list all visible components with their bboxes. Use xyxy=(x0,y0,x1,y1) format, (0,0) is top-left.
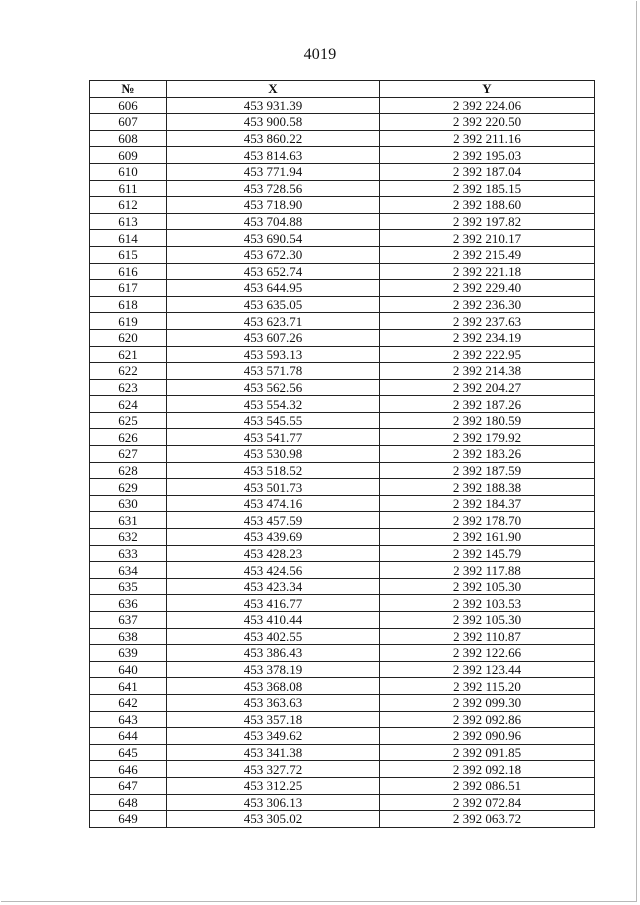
x-coordinate-cell: 453 771.94 xyxy=(167,163,380,180)
column-header-number: № xyxy=(90,81,167,98)
point-number-cell: 628 xyxy=(90,462,167,479)
table-row xyxy=(90,595,595,612)
point-number-cell: 617 xyxy=(90,280,167,297)
y-coordinate-cell: 2 392 145.79 xyxy=(380,545,595,562)
table-row xyxy=(90,545,595,562)
y-coordinate-cell: 2 392 092.86 xyxy=(380,711,595,728)
y-coordinate-cell: 2 392 117.88 xyxy=(380,562,595,579)
table-row xyxy=(90,130,595,147)
x-coordinate-cell: 453 593.13 xyxy=(167,346,380,363)
table-row xyxy=(90,711,595,728)
x-coordinate-cell: 453 410.44 xyxy=(167,612,380,629)
y-coordinate-cell: 2 392 204.27 xyxy=(380,379,595,396)
x-coordinate-cell: 453 690.54 xyxy=(167,230,380,247)
point-number-cell: 622 xyxy=(90,363,167,380)
table-row xyxy=(90,230,595,247)
point-number-cell: 646 xyxy=(90,761,167,778)
y-coordinate-cell: 2 392 211.16 xyxy=(380,130,595,147)
x-coordinate-cell: 453 860.22 xyxy=(167,130,380,147)
table-row xyxy=(90,163,595,180)
point-number-cell: 606 xyxy=(90,97,167,114)
point-number-cell: 645 xyxy=(90,744,167,761)
x-coordinate-cell: 453 357.18 xyxy=(167,711,380,728)
y-coordinate-cell: 2 392 237.63 xyxy=(380,313,595,330)
point-number-cell: 615 xyxy=(90,246,167,263)
y-coordinate-cell: 2 392 187.04 xyxy=(380,163,595,180)
table-row xyxy=(90,429,595,446)
x-coordinate-cell: 453 545.55 xyxy=(167,412,380,429)
point-number-cell: 631 xyxy=(90,512,167,529)
x-coordinate-cell: 453 349.62 xyxy=(167,728,380,745)
table-row xyxy=(90,462,595,479)
table-row xyxy=(90,645,595,662)
y-coordinate-cell: 2 392 184.37 xyxy=(380,495,595,512)
table-row xyxy=(90,777,595,794)
x-coordinate-cell: 453 428.23 xyxy=(167,545,380,562)
table-row xyxy=(90,363,595,380)
y-coordinate-cell: 2 392 115.20 xyxy=(380,678,595,695)
table-row xyxy=(90,694,595,711)
table-row xyxy=(90,678,595,695)
point-number-cell: 607 xyxy=(90,114,167,131)
x-coordinate-cell: 453 530.98 xyxy=(167,446,380,463)
y-coordinate-cell: 2 392 099.30 xyxy=(380,694,595,711)
x-coordinate-cell: 453 424.56 xyxy=(167,562,380,579)
point-number-cell: 649 xyxy=(90,811,167,828)
y-coordinate-cell: 2 392 229.40 xyxy=(380,280,595,297)
table-row xyxy=(90,728,595,745)
point-number-cell: 636 xyxy=(90,595,167,612)
table-row xyxy=(90,180,595,197)
x-coordinate-cell: 453 305.02 xyxy=(167,811,380,828)
x-coordinate-cell: 453 312.25 xyxy=(167,777,380,794)
x-coordinate-cell: 453 554.32 xyxy=(167,396,380,413)
y-coordinate-cell: 2 392 103.53 xyxy=(380,595,595,612)
y-coordinate-cell: 2 392 185.15 xyxy=(380,180,595,197)
column-header-x: X xyxy=(167,81,380,98)
table-row xyxy=(90,263,595,280)
point-number-cell: 620 xyxy=(90,329,167,346)
table-row xyxy=(90,512,595,529)
table-body xyxy=(90,97,595,827)
x-coordinate-cell: 453 386.43 xyxy=(167,645,380,662)
x-coordinate-cell: 453 457.59 xyxy=(167,512,380,529)
x-coordinate-cell: 453 704.88 xyxy=(167,213,380,230)
y-coordinate-cell: 2 392 222.95 xyxy=(380,346,595,363)
x-coordinate-cell: 453 931.39 xyxy=(167,97,380,114)
x-coordinate-cell: 453 644.95 xyxy=(167,280,380,297)
x-coordinate-cell: 453 474.16 xyxy=(167,495,380,512)
table-row xyxy=(90,661,595,678)
table-row xyxy=(90,811,595,828)
table-row xyxy=(90,794,595,811)
x-coordinate-cell: 453 562.56 xyxy=(167,379,380,396)
y-coordinate-cell: 2 392 188.60 xyxy=(380,197,595,214)
point-number-cell: 647 xyxy=(90,777,167,794)
y-coordinate-cell: 2 392 236.30 xyxy=(380,296,595,313)
y-coordinate-cell: 2 392 105.30 xyxy=(380,578,595,595)
point-number-cell: 614 xyxy=(90,230,167,247)
table-row xyxy=(90,578,595,595)
table-row xyxy=(90,446,595,463)
y-coordinate-cell: 2 392 188.38 xyxy=(380,479,595,496)
y-coordinate-cell: 2 392 072.84 xyxy=(380,794,595,811)
coordinates-table xyxy=(89,80,595,828)
y-coordinate-cell: 2 392 220.50 xyxy=(380,114,595,131)
y-coordinate-cell: 2 392 195.03 xyxy=(380,147,595,164)
y-coordinate-cell: 2 392 178.70 xyxy=(380,512,595,529)
x-coordinate-cell: 453 541.77 xyxy=(167,429,380,446)
point-number-cell: 634 xyxy=(90,562,167,579)
y-coordinate-cell: 2 392 183.26 xyxy=(380,446,595,463)
table-header-row xyxy=(90,81,595,98)
y-coordinate-cell: 2 392 210.17 xyxy=(380,230,595,247)
point-number-cell: 618 xyxy=(90,296,167,313)
point-number-cell: 635 xyxy=(90,578,167,595)
table-row xyxy=(90,379,595,396)
point-number-cell: 639 xyxy=(90,645,167,662)
table-row xyxy=(90,97,595,114)
point-number-cell: 613 xyxy=(90,213,167,230)
table-row xyxy=(90,213,595,230)
point-number-cell: 625 xyxy=(90,412,167,429)
x-coordinate-cell: 453 327.72 xyxy=(167,761,380,778)
point-number-cell: 609 xyxy=(90,147,167,164)
x-coordinate-cell: 453 416.77 xyxy=(167,595,380,612)
x-coordinate-cell: 453 518.52 xyxy=(167,462,380,479)
table-row xyxy=(90,479,595,496)
point-number-cell: 610 xyxy=(90,163,167,180)
point-number-cell: 633 xyxy=(90,545,167,562)
table-row xyxy=(90,246,595,263)
x-coordinate-cell: 453 423.34 xyxy=(167,578,380,595)
y-coordinate-cell: 2 392 090.96 xyxy=(380,728,595,745)
table-row xyxy=(90,280,595,297)
table-row xyxy=(90,744,595,761)
point-number-cell: 644 xyxy=(90,728,167,745)
point-number-cell: 623 xyxy=(90,379,167,396)
y-coordinate-cell: 2 392 234.19 xyxy=(380,329,595,346)
x-coordinate-cell: 453 501.73 xyxy=(167,479,380,496)
y-coordinate-cell: 2 392 215.49 xyxy=(380,246,595,263)
y-coordinate-cell: 2 392 086.51 xyxy=(380,777,595,794)
y-coordinate-cell: 2 392 187.59 xyxy=(380,462,595,479)
y-coordinate-cell: 2 392 161.90 xyxy=(380,529,595,546)
y-coordinate-cell: 2 392 122.66 xyxy=(380,645,595,662)
point-number-cell: 611 xyxy=(90,180,167,197)
table-row xyxy=(90,396,595,413)
x-coordinate-cell: 453 814.63 xyxy=(167,147,380,164)
table-row xyxy=(90,412,595,429)
point-number-cell: 648 xyxy=(90,794,167,811)
table-row xyxy=(90,761,595,778)
x-coordinate-cell: 453 363.63 xyxy=(167,694,380,711)
x-coordinate-cell: 453 368.08 xyxy=(167,678,380,695)
point-number-cell: 642 xyxy=(90,694,167,711)
point-number-cell: 626 xyxy=(90,429,167,446)
y-coordinate-cell: 2 392 123.44 xyxy=(380,661,595,678)
x-coordinate-cell: 453 623.71 xyxy=(167,313,380,330)
y-coordinate-cell: 2 392 063.72 xyxy=(380,811,595,828)
point-number-cell: 624 xyxy=(90,396,167,413)
y-coordinate-cell: 2 392 180.59 xyxy=(380,412,595,429)
table-row xyxy=(90,329,595,346)
point-number-cell: 612 xyxy=(90,197,167,214)
y-coordinate-cell: 2 392 092.18 xyxy=(380,761,595,778)
table-row xyxy=(90,529,595,546)
x-coordinate-cell: 453 402.55 xyxy=(167,628,380,645)
x-coordinate-cell: 453 306.13 xyxy=(167,794,380,811)
y-coordinate-cell: 2 392 110.87 xyxy=(380,628,595,645)
point-number-cell: 638 xyxy=(90,628,167,645)
table-row xyxy=(90,628,595,645)
y-coordinate-cell: 2 392 197.82 xyxy=(380,213,595,230)
table-row xyxy=(90,495,595,512)
point-number-cell: 627 xyxy=(90,446,167,463)
point-number-cell: 619 xyxy=(90,313,167,330)
page-number: 4019 xyxy=(303,46,337,63)
table-row xyxy=(90,114,595,131)
x-coordinate-cell: 453 900.58 xyxy=(167,114,380,131)
table-row xyxy=(90,296,595,313)
y-coordinate-cell: 2 392 224.06 xyxy=(380,97,595,114)
y-coordinate-cell: 2 392 221.18 xyxy=(380,263,595,280)
x-coordinate-cell: 453 571.78 xyxy=(167,363,380,380)
table-row xyxy=(90,346,595,363)
table-row xyxy=(90,612,595,629)
y-coordinate-cell: 2 392 179.92 xyxy=(380,429,595,446)
y-coordinate-cell: 2 392 091.85 xyxy=(380,744,595,761)
table-row xyxy=(90,147,595,164)
x-coordinate-cell: 453 718.90 xyxy=(167,197,380,214)
table-row xyxy=(90,562,595,579)
y-coordinate-cell: 2 392 187.26 xyxy=(380,396,595,413)
table-row xyxy=(90,313,595,330)
column-header-y: Y xyxy=(380,81,595,98)
x-coordinate-cell: 453 672.30 xyxy=(167,246,380,263)
point-number-cell: 608 xyxy=(90,130,167,147)
table-row xyxy=(90,197,595,214)
point-number-cell: 640 xyxy=(90,661,167,678)
x-coordinate-cell: 453 607.26 xyxy=(167,329,380,346)
point-number-cell: 629 xyxy=(90,479,167,496)
y-coordinate-cell: 2 392 214.38 xyxy=(380,363,595,380)
x-coordinate-cell: 453 439.69 xyxy=(167,529,380,546)
y-coordinate-cell: 2 392 105.30 xyxy=(380,612,595,629)
x-coordinate-cell: 453 652.74 xyxy=(167,263,380,280)
point-number-cell: 616 xyxy=(90,263,167,280)
x-coordinate-cell: 453 341.38 xyxy=(167,744,380,761)
point-number-cell: 643 xyxy=(90,711,167,728)
x-coordinate-cell: 453 728.56 xyxy=(167,180,380,197)
point-number-cell: 621 xyxy=(90,346,167,363)
point-number-cell: 641 xyxy=(90,678,167,695)
x-coordinate-cell: 453 635.05 xyxy=(167,296,380,313)
point-number-cell: 630 xyxy=(90,495,167,512)
point-number-cell: 637 xyxy=(90,612,167,629)
point-number-cell: 632 xyxy=(90,529,167,546)
x-coordinate-cell: 453 378.19 xyxy=(167,661,380,678)
